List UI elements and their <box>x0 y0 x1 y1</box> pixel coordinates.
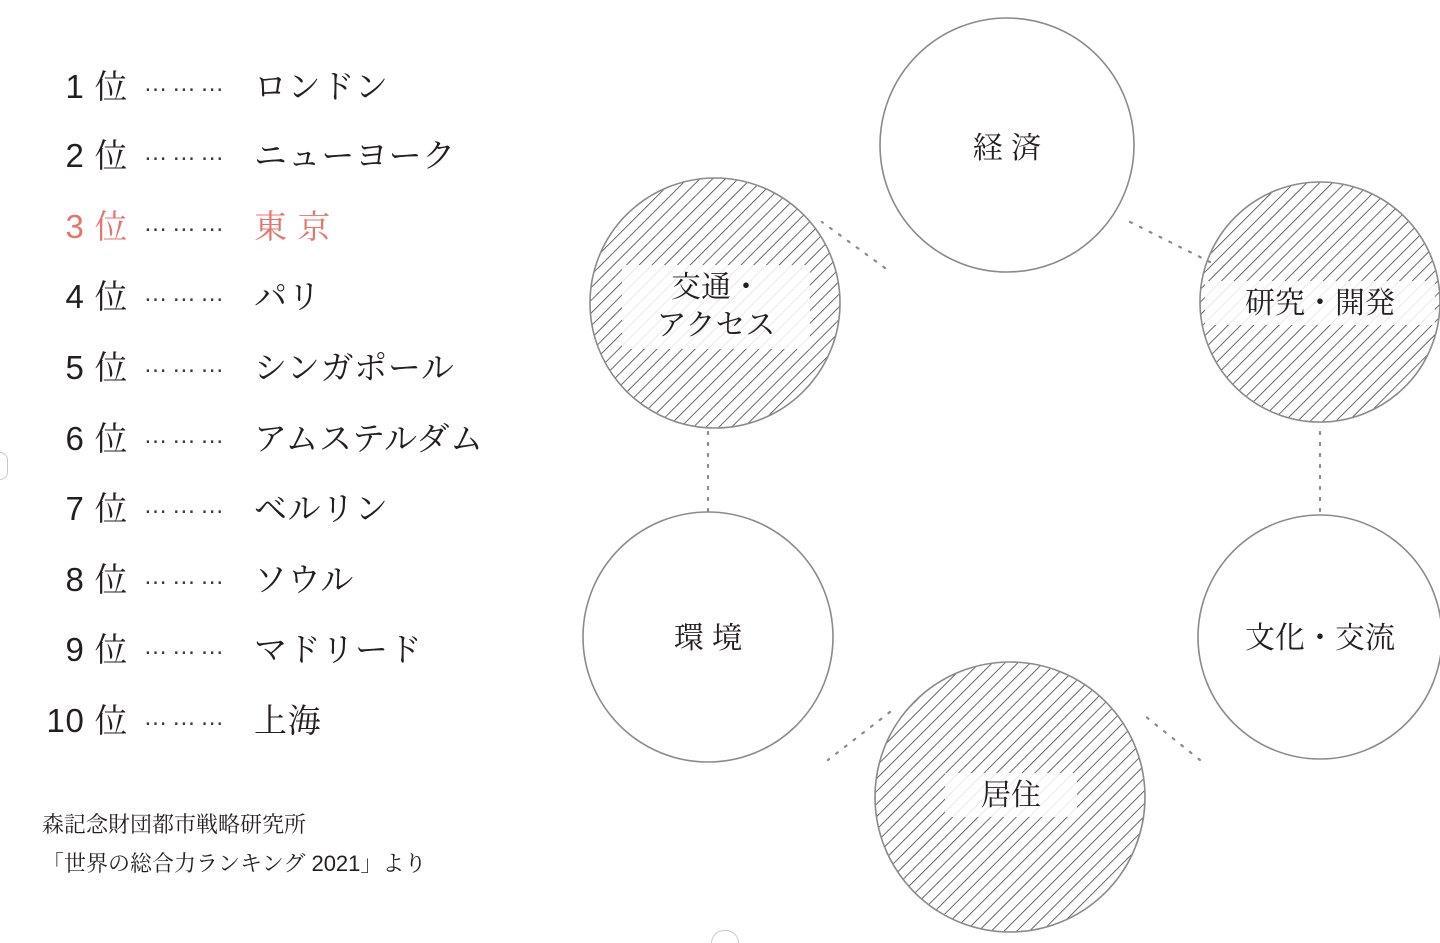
city-name: ロンドン <box>254 67 389 105</box>
rank-number: 3 位 <box>65 207 128 245</box>
node-living-label: 居住 <box>981 778 1041 812</box>
leader-dots: ……… <box>143 633 229 660</box>
leader-dots: ……… <box>143 139 229 166</box>
city-name: 東 京 <box>254 207 332 245</box>
leader-dots: ……… <box>143 492 229 519</box>
list-item <box>0 690 540 746</box>
rank-number: 6 位 <box>65 419 128 457</box>
node-environment <box>583 512 833 762</box>
node-living <box>875 662 1145 932</box>
city-name: マドリード <box>254 630 423 668</box>
list-item <box>0 56 540 112</box>
node-economy <box>880 18 1134 272</box>
list-item <box>0 619 540 675</box>
node-culture <box>1198 515 1440 759</box>
cropped-circle-sliver-left <box>0 452 8 480</box>
node-transport-label-line1: 交通・ <box>671 270 761 304</box>
list-item <box>0 266 540 322</box>
node-transport-label-line2: アクセス <box>656 308 776 342</box>
list-item <box>0 549 540 605</box>
connector-culture-living <box>1140 712 1200 760</box>
city-name: ニューヨーク <box>254 136 456 174</box>
source-note <box>42 806 522 883</box>
source-line-2: 「世界の総合力ランキング 2021」より <box>42 850 427 876</box>
hexagon-diagram <box>560 0 1440 942</box>
rank-number: 9 位 <box>65 630 128 668</box>
city-name: 上海 <box>254 701 322 739</box>
connector-living-environment <box>828 712 890 760</box>
rank-number: 8 位 <box>65 560 128 598</box>
node-economy-label: 経 済 <box>972 131 1042 165</box>
rank-number: 7 位 <box>65 489 128 527</box>
city-name: ソウル <box>254 560 354 598</box>
list-item-highlighted <box>0 196 540 252</box>
list-item <box>0 337 540 393</box>
ranking-list <box>0 0 560 942</box>
leader-dots: ……… <box>143 563 229 590</box>
list-item <box>0 408 540 464</box>
list-item <box>0 478 540 534</box>
leader-dots: ……… <box>143 280 229 307</box>
node-transport <box>590 178 840 428</box>
city-name: パリ <box>254 277 322 315</box>
city-name: アムステルダム <box>254 419 484 457</box>
node-culture-label: 文化・交流 <box>1245 621 1395 655</box>
rank-number: 4 位 <box>65 277 128 315</box>
leader-dots: ……… <box>143 70 229 97</box>
node-rnd <box>1200 182 1440 422</box>
rank-number: 2 位 <box>65 136 128 174</box>
list-item <box>0 125 540 181</box>
city-name: シンガポール <box>254 348 455 386</box>
rank-number: 10 位 <box>46 701 128 739</box>
city-name: ベルリン <box>254 489 389 527</box>
leader-dots: ……… <box>143 210 229 237</box>
leader-dots: ……… <box>143 351 229 378</box>
node-environment-label: 環 境 <box>673 621 743 655</box>
leader-dots: ……… <box>143 422 229 449</box>
connector-economy-rnd <box>1130 222 1210 262</box>
leader-dots: ……… <box>143 704 229 731</box>
source-line-1: 森記念財団都市戦略研究所 <box>42 812 307 837</box>
rank-number: 5 位 <box>65 348 128 386</box>
rank-number: 1 位 <box>65 67 128 105</box>
node-rnd-label: 研究・開発 <box>1245 286 1395 320</box>
